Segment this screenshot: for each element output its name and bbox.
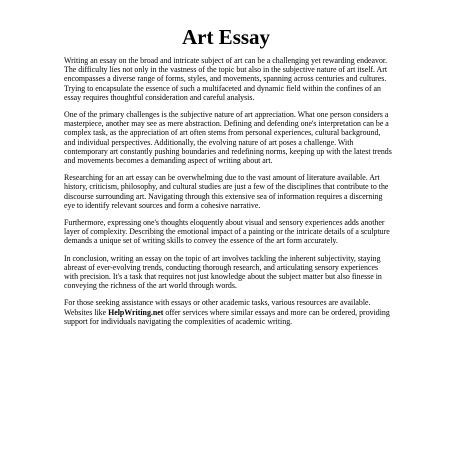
paragraph-subjectivity: One of the primary challenges is the subjective nature of art appreciation. What one person considers a masterpiece, another may see as mere abstraction. Defining and defending one's interpretation can be a complex task, as the appreciation of art often stems from personal experiences, cultural background, and individual perspectives. Additionally, the evolving nature of art poses a challenge. With contemporary art constantly pushing boundaries and redefining norms, keeping up with the latest trends and movements becomes a demanding aspect of writing about art. [64, 110, 392, 166]
page-title: Art Essay [181, 25, 271, 49]
paragraph-intro: Writing an essay on the broad and intricate subject of art can be a challenging yet rewarding endeavor. The difficulty lies not only in the vastness of the topic but also in the subjective nature of art itself. Art encompasses a diverse range of forms, styles, and movements, spanning across centuries and cultures. Trying to encapsulate the essence of such a multifaceted and dynamic field within the confines of an essay requires thoughtful consideration and careful analysis. [64, 56, 388, 102]
helpwriting-link[interactable]: HelpWriting.net [108, 307, 164, 317]
paragraph-conclusion: In conclusion, writing an essay on the topic of art involves tackling the inherent subjectivity, staying abreast of ever-evolving trends, conducting thorough research, and articulating sensory experiences with precision. It's a task that requires not just knowledge about the subject matter but also finesse in conveying the richness of the art world through words. [64, 253, 382, 291]
essay-body [64, 56, 392, 334]
closing-text-after-link: offer services where similar essays and more can be ordered, providing support for individuals navigating the complexities of academic writing. [64, 307, 390, 326]
paragraph-closing [64, 298, 392, 326]
closing-text-before-link: For those seeking assistance with essays or other academic tasks, various resources are available. Websites like [64, 298, 371, 317]
paragraph-research: Researching for an art essay can be overwhelming due to the vast amount of literature available. Art history, criticism, philosophy, and cultural studies are just a few of the disciplines that contribute to the discourse surrounding art. Navigating through this extensive sea of information requires a discerning eye to identify relevant sources and form a cohesive narrative. [64, 173, 389, 210]
paragraph-expression: Furthermore, expressing one's thoughts eloquently about visual and sensory experiences adds another layer of complexity. Describing the emotional impact of a painting or the intricate details of a sculpture demands a unique set of writing skills to convey the essence of the art form accurately. [64, 218, 390, 246]
